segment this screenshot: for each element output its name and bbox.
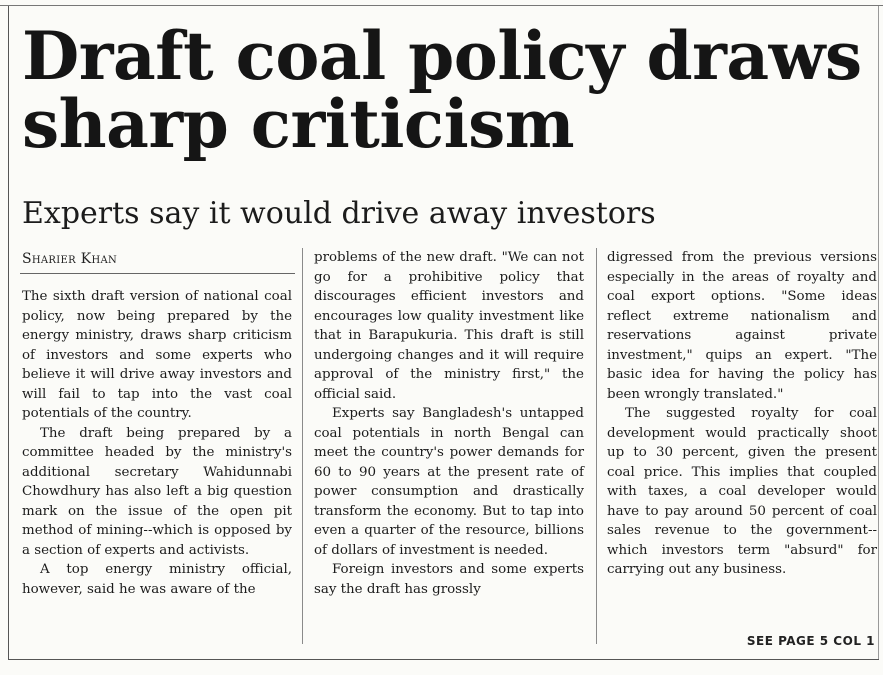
column-divider xyxy=(596,248,597,644)
paragraph: The draft being prepared by a committee headed by the ministry's additional secretary Wahidunnabi Chowdhury has also left a big question mark on the issue of the open pit method of mining--which is opposed by a section of experts and activists. xyxy=(22,425,292,558)
column-divider xyxy=(302,248,303,644)
paragraph: The sixth draft version of national coal policy, now being prepared by the energy ministry, draws sharp criticism of investors and some experts who believe it will drive away investors and will fail to tap into the vast coal potentials of the country. xyxy=(22,289,292,421)
article-column-2 xyxy=(314,248,584,599)
frame-right-rule xyxy=(878,6,879,659)
frame-bottom-rule xyxy=(8,659,879,660)
paragraph: The suggested royalty for coal development would practically shoot up to 30 percent, given the present coal price. This implies that coupled with taxes, a coal developer would have to pay around 50 percent of coal sales revenue to the government--which investors term "absurd" for carrying out any business. xyxy=(607,406,877,577)
frame-left-rule xyxy=(8,6,9,659)
paragraph: problems of the new draft. "We can not go for a prohibitive policy that discourages efficient investors and encourages low quality investment like that in Barapukuria. This draft is still undergoing changes and it will require approval of the ministry first," the official said. xyxy=(314,250,584,402)
article-column-1 xyxy=(22,287,292,599)
paragraph: Experts say Bangladesh's untapped coal potentials in north Bengal can meet the country's power demands for 60 to 90 years at the present rate of power consumption and drastically transform the economy. But to tap into even a quarter of the resource, billions of dollars of investment is needed. xyxy=(314,406,584,558)
paragraph: Foreign investors and some experts say the draft has grossly xyxy=(314,562,584,597)
frame-top-rule xyxy=(0,5,883,6)
paragraph: A top energy ministry official, however, said he was aware of the xyxy=(22,562,292,597)
continuation-jump-line: SEE PAGE 5 COL 1 xyxy=(746,634,875,648)
article-column-3 xyxy=(607,248,877,580)
byline: Sharier Khan xyxy=(22,251,118,267)
headline: Draft coal policy draws sharp criticism xyxy=(22,17,862,163)
paragraph: digressed from the previous versions especially in the areas of royalty and coal export options. "Some ideas reflect extreme nationalism and reservations against private investment," quips an expert. "The basic idea for having the policy has been wrongly translated." xyxy=(607,250,877,402)
subheadline: Experts say it would drive away investors xyxy=(22,196,656,231)
byline-rule xyxy=(20,273,295,274)
